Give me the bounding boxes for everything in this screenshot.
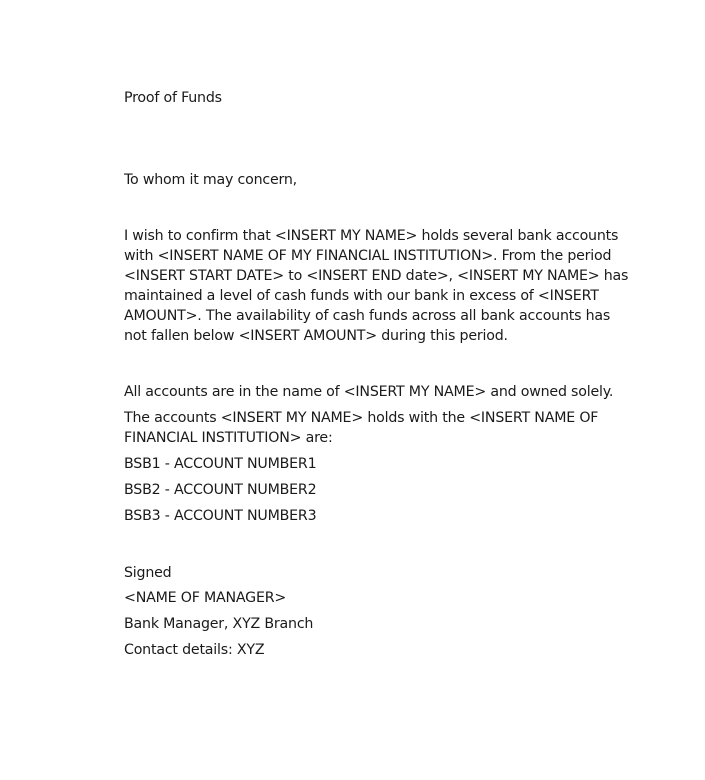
paragraph-line: maintained a level of cash funds with our bank in excess of <INSERT — [124, 288, 599, 304]
paragraph-line: with <INSERT NAME OF MY FINANCIAL INSTITUTION>. From the period — [124, 248, 612, 264]
paragraph-line: <INSERT START DATE> to <INSERT END date>, <INSERT MY NAME> has — [124, 268, 629, 284]
account-item: BSB3 - ACCOUNT NUMBER3 — [124, 508, 317, 524]
document-title: Proof of Funds — [124, 90, 222, 106]
account-item: BSB2 - ACCOUNT NUMBER2 — [124, 482, 317, 498]
account-item: BSB1 - ACCOUNT NUMBER1 — [124, 456, 317, 472]
ownership-statement: All accounts are in the name of <INSERT MY NAME> and owned solely. — [124, 384, 614, 400]
paragraph-line: AMOUNT>. The availability of cash funds across all bank accounts has — [124, 308, 611, 324]
paragraph-line: I wish to confirm that <INSERT MY NAME> holds several bank accounts — [124, 228, 619, 244]
paragraph-line: The accounts <INSERT MY NAME> holds with the <INSERT NAME OF — [124, 410, 599, 426]
manager-name: <NAME OF MANAGER> — [124, 590, 287, 606]
paragraph-line: FINANCIAL INSTITUTION> are: — [124, 430, 333, 446]
paragraph-line: not fallen below <INSERT AMOUNT> during this period. — [124, 328, 508, 344]
contact-details: Contact details: XYZ — [124, 642, 265, 658]
salutation: To whom it may concern, — [124, 172, 297, 188]
manager-title: Bank Manager, XYZ Branch — [124, 616, 314, 632]
signed-label: Signed — [124, 565, 172, 581]
